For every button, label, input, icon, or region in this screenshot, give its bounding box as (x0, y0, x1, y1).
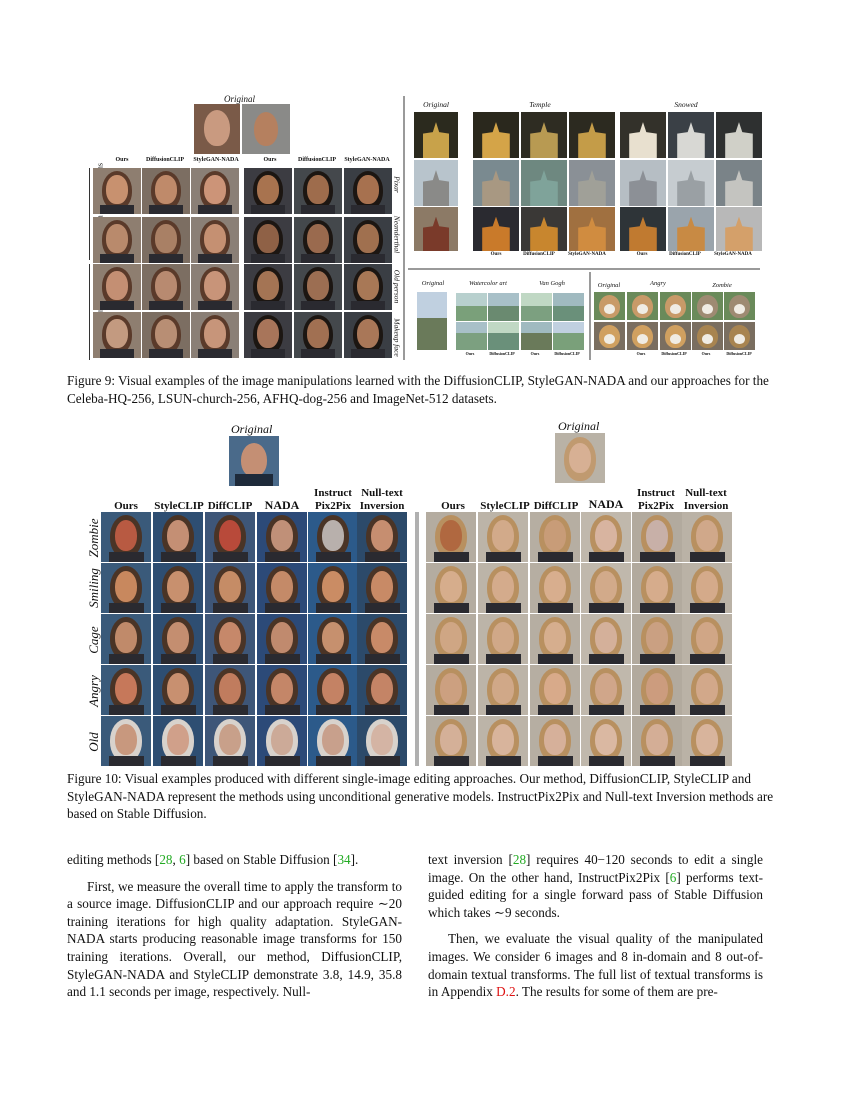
fig10-thumb-left (357, 665, 407, 715)
fig10-thumb-right (581, 614, 631, 664)
fig9-church-thumb (569, 207, 615, 251)
fig10-col-diffclip-1: DiffCLIP (207, 500, 253, 512)
fig10-thumb-right (426, 614, 476, 664)
fig9-church-thumb (521, 160, 567, 206)
fig10-thumb-left (357, 716, 407, 766)
fig10-thumb-right (682, 563, 732, 613)
fig9-dog-thumb (724, 292, 755, 320)
fig10-col-nulltext-1: Null-text Inversion (359, 487, 405, 512)
fig10-thumb-right (478, 716, 528, 766)
fig10-thumb-right (478, 512, 528, 562)
fig10-thumb-right (632, 614, 682, 664)
fig10-thumb-right (530, 614, 580, 664)
fig9-imagenet-thumb (553, 322, 584, 350)
fig10-thumb-left (101, 563, 151, 613)
fig9-imagenet-vangogh: Van Gogh (539, 280, 565, 287)
fig10-thumb-right (632, 563, 682, 613)
fig10-thumb-left (308, 614, 358, 664)
fig9-dog-original: Original (597, 282, 621, 289)
fig10-original-face-2 (555, 433, 605, 483)
fig9-col-styleganada-1: StyleGAN-NADA (193, 157, 239, 163)
fig9-celeba-thumb (344, 312, 392, 358)
fig9-church-thumb (620, 160, 666, 206)
fig9-church-thumb (668, 160, 714, 206)
fig9-celeba-thumb (142, 168, 190, 214)
fig9-church-thumb (473, 160, 519, 206)
fig10-thumb-left (205, 665, 255, 715)
fig10-col-nulltext-2: Null-text Inversion (683, 487, 729, 512)
left-para-2: First, we measure the overall time to apply the transform to a source image. DiffusionCLIP and our approach require ∼20 training iterations for high quality adaptation. StyleGAN-NADA starts producing reasonable image transforms for 150 training iterations. Overall, our method, DiffusionCLIP, StyleGAN-NADA and StyleCLIP demonstrate 3.8, 14.9, 35.8 and 1.1 seconds per image, respectively. Null- (67, 878, 402, 1000)
fig9-dog-thumb (692, 292, 723, 320)
fig9-dog-zombie: Zombie (712, 282, 732, 289)
fig10-col-diffclip-2: DiffCLIP (533, 500, 579, 512)
fig9-imagenet-thumb (456, 322, 487, 350)
fig9-col-styleganada-2: StyleGAN-NADA (344, 157, 390, 163)
fig9-dog-thumb (692, 322, 723, 350)
fig9-celeba-thumb (294, 168, 342, 214)
fig9-church-thumb (521, 112, 567, 158)
fig10-thumb-left (205, 716, 255, 766)
fig9-original-face-2 (242, 104, 290, 154)
fig10-row-zombie: Zombie (86, 518, 101, 558)
fig9-celeba-thumb (191, 168, 239, 214)
fig9-celeba-thumb (93, 168, 141, 214)
fig10-row-cage: Cage (86, 626, 101, 654)
fig9-dog-thumb (660, 292, 691, 320)
fig9-row-makeup-face: Makeup face (392, 318, 402, 357)
fig10-thumb-left (205, 563, 255, 613)
fig9-dog-cap-ours-2: Ours (701, 351, 711, 356)
fig9-church-cap-nada-2: StyleGAN-NADA (714, 252, 752, 257)
fig9-celeba-thumb (294, 217, 342, 263)
fig9-dog-thumb (594, 292, 625, 320)
fig10-original-face-1 (229, 436, 279, 486)
fig10-thumb-left (257, 563, 307, 613)
fig9-celeba-thumb (244, 312, 292, 358)
fig10-thumb-right (530, 512, 580, 562)
fig9-original-label: Original (224, 94, 256, 104)
fig10-thumb-right (682, 665, 732, 715)
fig9-imagenet-thumb (488, 322, 519, 350)
fig10-thumb-left (205, 614, 255, 664)
fig10-thumb-right (530, 716, 580, 766)
fig10-col-styleclip-1: StyleCLIP (154, 500, 204, 512)
fig9-church-thumb (473, 207, 519, 251)
fig9-church-temple: Temple (529, 100, 551, 109)
fig10-thumb-left (257, 512, 307, 562)
fig9-church-cap-nada-1: StyleGAN-NADA (568, 252, 606, 257)
fig9-church-thumb (620, 207, 666, 251)
right-para-2: Then, we evaluate the visual quality of the manipulated images. We consider 6 images and 8 in-domain and 8 out-of-domain textual transforms. The full list of textual transforms is in Appendix D.2. The results for some of them are pre- (428, 931, 763, 1000)
fig9-dog-cap-diffclip-1: DiffusionCLIP (661, 351, 687, 356)
fig9-divider-small (589, 272, 591, 360)
fig10-thumb-right (632, 512, 682, 562)
fig10-thumb-left (357, 512, 407, 562)
figure-10-caption: Figure 10: Visual examples produced with different single-image editing approaches. Our method, DiffusionCLIP, StyleCLIP and StyleGAN-NADA represent the methods using unconditional generative models. InstructPix2Pix and Null-text Inversion methods are based on Stable Diffusion. (67, 771, 774, 821)
left-para-1: editing methods [28, 6] based on Stable Diffusion [34]. (67, 852, 359, 867)
fig10-thumb-left (308, 716, 358, 766)
fig10-thumb-left (101, 716, 151, 766)
fig9-church-thumb (414, 160, 458, 206)
fig9-celeba-thumb (191, 312, 239, 358)
fig10-thumb-left (205, 512, 255, 562)
fig9-celeba-thumb (142, 264, 190, 310)
fig9-col-ours-1: Ours (115, 157, 129, 163)
fig9-group-bracket-2 (89, 264, 90, 360)
fig10-thumb-left (153, 716, 203, 766)
fig9-church-cap-diffclip-1: DiffusionCLIP (523, 252, 555, 257)
fig9-row-old-person: Old person (392, 269, 402, 304)
fig9-dog-thumb (660, 322, 691, 350)
fig9-imagenet-thumb (521, 293, 552, 321)
fig9-church-thumb (414, 112, 458, 158)
fig9-celeba-thumb (344, 217, 392, 263)
fig10-thumb-left (308, 665, 358, 715)
fig9-celeba-thumb (294, 264, 342, 310)
fig9-church-thumb (521, 207, 567, 251)
fig10-thumb-right (530, 665, 580, 715)
fig9-church-thumb (414, 207, 458, 251)
fig9-celeba-thumb (191, 264, 239, 310)
fig9-imagenet-cap-ours-1: Ours (465, 351, 475, 356)
fig10-thumb-left (257, 614, 307, 664)
fig10-thumb-left (257, 665, 307, 715)
fig9-imagenet-original: Original (421, 280, 445, 287)
fig9-imagenet-thumb (488, 293, 519, 321)
fig10-thumb-left (153, 665, 203, 715)
fig9-church-original: Original (423, 100, 449, 109)
fig9-imagenet-thumb (521, 322, 552, 350)
fig9-imagenet-cap-ours-2: Ours (530, 351, 540, 356)
fig9-col-ours-2: Ours (263, 157, 277, 163)
fig10-thumb-right (426, 512, 476, 562)
body-left-column (67, 851, 402, 1001)
fig9-church-snowed: Snowed (674, 100, 698, 109)
fig10-thumb-left (308, 563, 358, 613)
fig9-dog-thumb (627, 322, 658, 350)
fig9-church-thumb (620, 112, 666, 158)
fig9-celeba-thumb (344, 264, 392, 310)
fig10-thumb-right (632, 665, 682, 715)
fig9-col-diffusionclip-2: DiffusionCLIP (297, 157, 336, 163)
fig9-imagenet-watercolor: Watercolor art (469, 280, 507, 287)
fig9-celeba-thumb (142, 312, 190, 358)
fig10-row-angry: Angry (86, 675, 101, 707)
fig9-celeba-thumb (142, 217, 190, 263)
fig10-col-ours-1: Ours (114, 500, 138, 512)
fig9-divider-vertical (403, 96, 405, 360)
fig10-thumb-right (426, 563, 476, 613)
fig9-church-thumb (716, 160, 762, 206)
fig9-celeba-thumb (93, 217, 141, 263)
fig10-thumb-left (101, 512, 151, 562)
fig9-celeba-thumb (244, 264, 292, 310)
fig10-thumb-left (153, 563, 203, 613)
fig9-group-bracket-1 (89, 168, 90, 260)
fig10-row-old: Old (86, 732, 101, 752)
body-right-column (428, 851, 763, 1001)
fig9-celeba-thumb (244, 217, 292, 263)
fig9-col-diffusionclip-1: DiffusionCLIP (145, 157, 184, 163)
fig10-thumb-left (101, 614, 151, 664)
fig10-thumb-right (426, 716, 476, 766)
fig10-thumb-left (101, 665, 151, 715)
fig9-church-thumb (668, 207, 714, 251)
fig10-thumb-left (357, 614, 407, 664)
fig9-row-pixar: Pixar (392, 176, 402, 193)
fig10-thumb-right (632, 716, 682, 766)
fig10-thumb-left (153, 512, 203, 562)
fig9-church-cap-ours-1: Ours (490, 252, 502, 257)
fig10-thumb-right (581, 563, 631, 613)
fig10-thumb-left (257, 716, 307, 766)
fig9-dog-cap-ours-1: Ours (636, 351, 646, 356)
fig10-thumb-left (153, 614, 203, 664)
fig9-dog-cap-diffclip-2: DiffusionCLIP (726, 351, 752, 356)
fig9-church-thumb (668, 112, 714, 158)
fig9-dog-thumb (724, 322, 755, 350)
fig9-church-cap-diffclip-2: DiffusionCLIP (669, 252, 701, 257)
fig10-row-smiling: Smiling (86, 568, 101, 608)
fig9-original-face-1 (194, 104, 240, 154)
fig9-imagenet-cap-diffclip-2: DiffusionCLIP (554, 351, 580, 356)
fig10-col-nada-2: NADA (588, 497, 624, 511)
fig9-imagenet-thumb (456, 293, 487, 321)
fig9-dog-angry: Angry (650, 280, 666, 287)
fig9-church-thumb (473, 112, 519, 158)
fig10-col-instructpix2pix-2: Instruct Pix2Pix (637, 487, 675, 512)
fig9-celeba-thumb (244, 168, 292, 214)
fig9-church-cap-ours-2: Ours (636, 252, 648, 257)
fig10-thumb-right (478, 614, 528, 664)
fig10-thumb-right (682, 512, 732, 562)
fig9-church-thumb (716, 207, 762, 251)
fig9-imagenet-thumb (417, 292, 447, 350)
fig9-dog-thumb (627, 292, 658, 320)
fig9-celeba-thumb (344, 168, 392, 214)
fig9-celeba-thumb (93, 264, 141, 310)
fig9-row-neanderthal: Neanderthal (392, 215, 402, 254)
fig10-thumb-right (530, 563, 580, 613)
fig10-thumb-left (308, 512, 358, 562)
fig10-col-ours-2: Ours (441, 500, 465, 512)
fig10-thumb-right (581, 716, 631, 766)
figure-9-caption: Figure 9: Visual examples of the image manipulations learned with the DiffusionCLIP, StyleGAN-NADA and our approaches for the Celeba-HQ-256, LSUN-church-256, AFHQ-dog-256 and ImageNet-512 datasets. (67, 373, 769, 406)
fig10-divider (415, 512, 419, 766)
fig9-dog-thumb (594, 322, 625, 350)
fig9-divider-horizontal (408, 268, 760, 270)
fig10-thumb-right (682, 716, 732, 766)
fig10-original-label-2: Original (558, 419, 600, 433)
fig9-celeba-thumb (191, 217, 239, 263)
fig10-col-instructpix2pix-1: Instruct Pix2Pix (314, 487, 352, 512)
fig9-church-thumb (569, 160, 615, 206)
fig9-celeba-thumb (294, 312, 342, 358)
fig9-imagenet-cap-diffclip-1: DiffusionCLIP (489, 351, 515, 356)
fig10-thumb-right (682, 614, 732, 664)
right-para-1: text inversion [28] requires 40−120 seconds to edit a single image. On the other hand, InstructPix2Pix [6] performs text-guided editing for a single forward pass of Stable Diffusion which takes ∼9 seconds. (428, 852, 763, 920)
fig10-thumb-right (478, 563, 528, 613)
fig10-thumb-right (426, 665, 476, 715)
fig10-original-label-1: Original (231, 422, 273, 436)
fig9-celeba-thumb (93, 312, 141, 358)
fig9-church-thumb (569, 112, 615, 158)
fig9-church-thumb (716, 112, 762, 158)
fig9-imagenet-thumb (553, 293, 584, 321)
fig10-col-nada-1: NADA (264, 498, 300, 512)
fig10-col-styleclip-2: StyleCLIP (480, 500, 530, 512)
fig10-thumb-right (478, 665, 528, 715)
fig10-thumb-right (581, 512, 631, 562)
fig10-thumb-right (581, 665, 631, 715)
fig10-thumb-left (357, 563, 407, 613)
